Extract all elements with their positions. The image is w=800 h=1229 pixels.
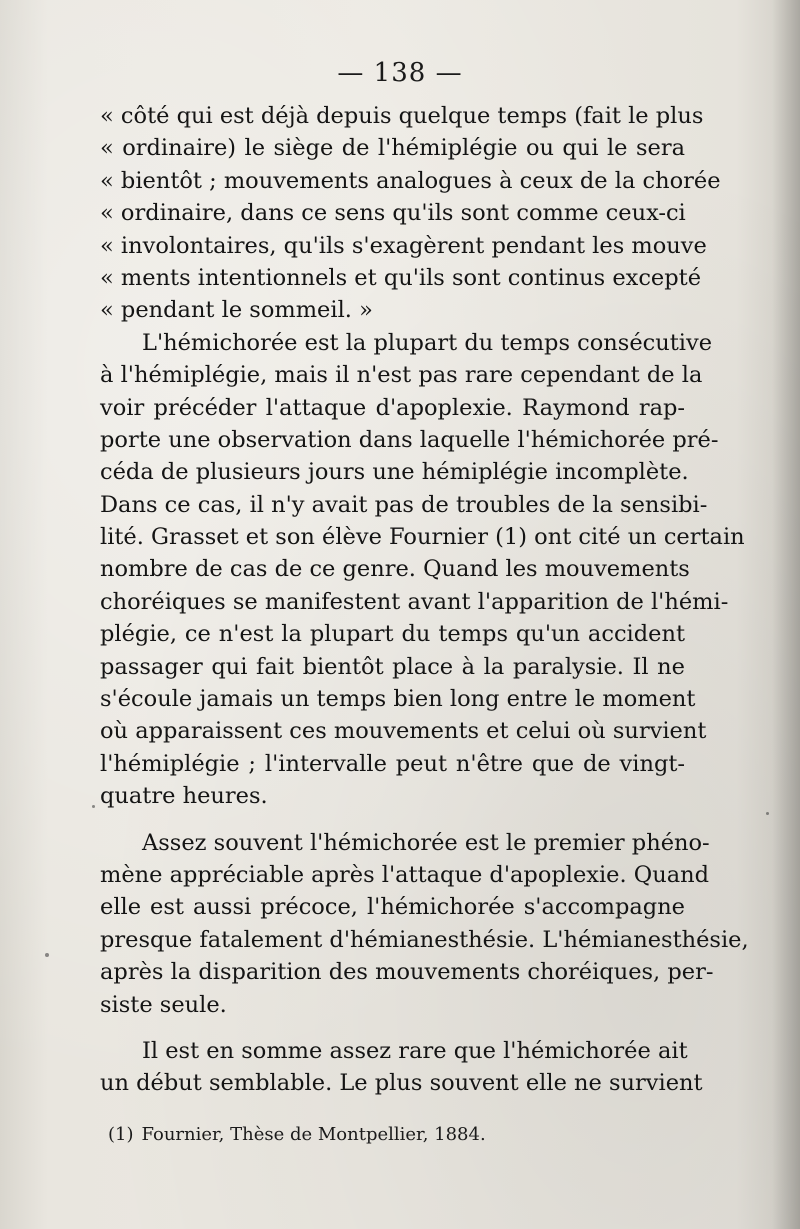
paragraph-line: céda de plusieurs jours une hémiplégie incomplète. bbox=[100, 459, 689, 486]
footnote-marker: (1) bbox=[108, 1124, 134, 1145]
paper-speck bbox=[766, 812, 769, 815]
paragraph-line: après la disparition des mouvements choréiques, per- bbox=[100, 959, 714, 986]
paragraph-line: mène appréciable après l'attaque d'apoplexie. Quand bbox=[100, 861, 710, 888]
footnote-text: Fournier, Thèse de Montpellier, 1884. bbox=[141, 1124, 486, 1145]
paragraph-line: quatre heures. bbox=[100, 783, 268, 810]
paragraph-gap bbox=[100, 1021, 685, 1035]
body-text bbox=[100, 100, 749, 1100]
paragraph-line: presque fatalement d'hémianesthésie. L'hémianesthésie, bbox=[100, 926, 749, 953]
paragraph-line: Assez souvent l'hémichorée est le premier phéno- bbox=[142, 829, 710, 856]
paragraph-line: l'hémiplégie ; l'intervalle peut n'être que de vingt- bbox=[100, 750, 685, 777]
paragraph-line: L'hémichorée est la plupart du temps consécutive bbox=[142, 329, 713, 356]
paragraph-line: à l'hémiplégie, mais il n'est pas rare cependant de la bbox=[100, 362, 703, 389]
page-edge-shadow bbox=[772, 0, 800, 1229]
paragraph-2 bbox=[100, 827, 749, 1021]
quote-line: « côté qui est déjà depuis quelque temps (fait le plus bbox=[100, 103, 704, 129]
paragraph-line: un début semblable. Le plus souvent elle ne survient bbox=[100, 1070, 703, 1097]
paragraph-line: siste seule. bbox=[100, 991, 227, 1018]
page-number: — 138 — bbox=[337, 58, 463, 88]
paragraph-line: où apparaissent ces mouvements et celui où survient bbox=[100, 718, 707, 745]
paragraph-line: lité. Grasset et son élève Fournier (1) ont cité un certain bbox=[100, 524, 745, 551]
quote-line: « ordinaire, dans ce sens qu'ils sont comme ceux-ci bbox=[100, 200, 686, 227]
paragraph-line: passager qui fait bientôt place à la paralysie. Il ne bbox=[100, 653, 685, 680]
quote-line: « bientôt ; mouvements analogues à ceux de la chorée bbox=[100, 167, 721, 194]
paper-speck bbox=[92, 805, 95, 808]
paragraph-line: plégie, ce n'est la plupart du temps qu'un accident bbox=[100, 621, 685, 648]
paragraph-line: elle est aussi précoce, l'hémichorée s'accompagne bbox=[100, 894, 685, 921]
quote-line: « pendant le sommeil. » bbox=[100, 297, 373, 324]
paragraph-3 bbox=[100, 1035, 703, 1100]
paragraph-1 bbox=[100, 327, 745, 813]
footnote bbox=[108, 1124, 486, 1145]
paragraph-line: Dans ce cas, il n'y avait pas de troubles de la sensibi- bbox=[100, 491, 708, 518]
quote-line: « ments intentionnels et qu'ils sont continus excepté bbox=[100, 264, 702, 291]
quotation-block bbox=[100, 100, 721, 327]
quote-line: « involontaires, qu'ils s'exagèrent pendant les mouve bbox=[100, 232, 707, 259]
quote-line: « ordinaire) le siège de l'hémiplégie ou qui le sera bbox=[100, 135, 685, 162]
paragraph-line: choréiques se manifestent avant l'apparition de l'hémi- bbox=[100, 588, 729, 615]
paper-speck bbox=[45, 953, 49, 957]
paragraph-line: voir précéder l'attaque d'apoplexie. Raymond rap- bbox=[100, 394, 685, 421]
paragraph-line: porte une observation dans laquelle l'hémichorée pré- bbox=[100, 426, 719, 453]
paragraph-line: Il est en somme assez rare que l'hémichorée ait bbox=[142, 1037, 688, 1064]
paragraph-gap bbox=[100, 813, 685, 827]
paragraph-line: s'écoule jamais un temps bien long entre le moment bbox=[100, 686, 696, 713]
paragraph-line: nombre de cas de ce genre. Quand les mouvements bbox=[100, 556, 690, 583]
